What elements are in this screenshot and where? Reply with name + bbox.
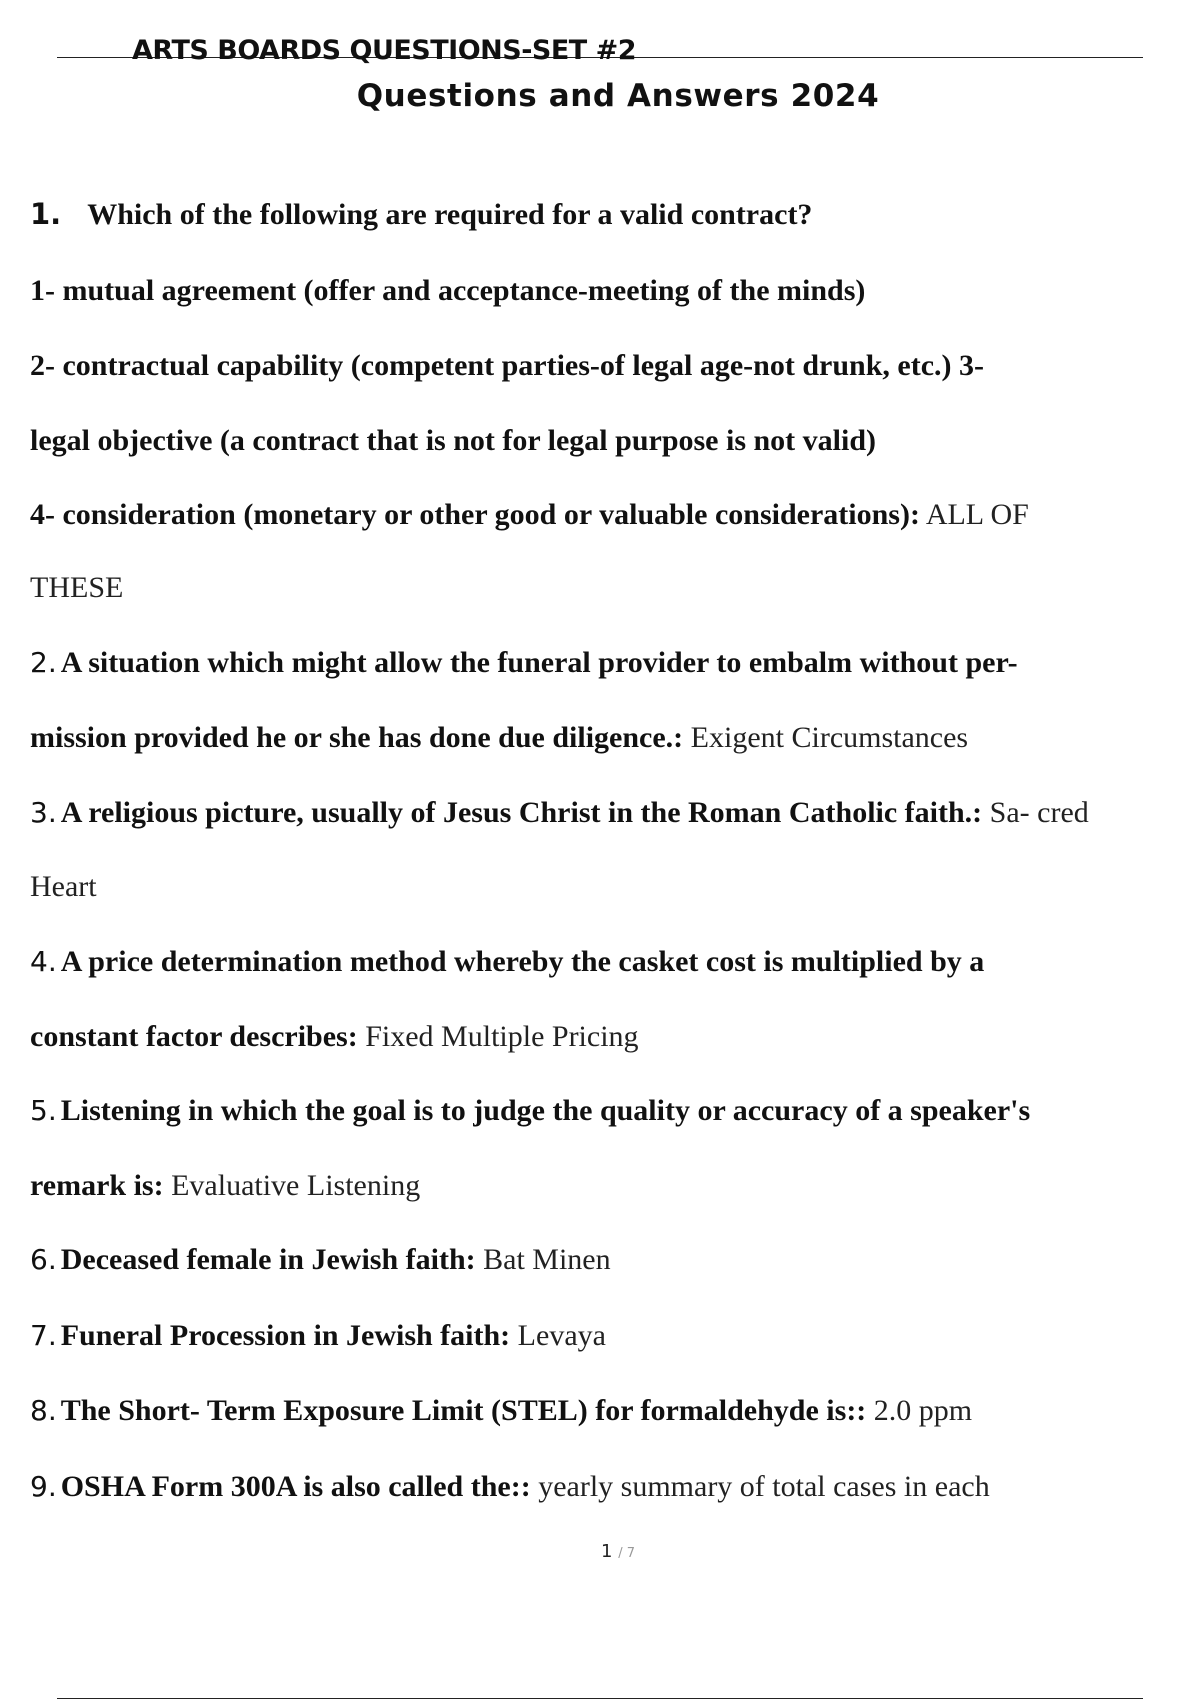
question-5-continued — [30, 1166, 420, 1206]
question-1-item-4 — [30, 495, 1029, 535]
page-indicator — [0, 1541, 1200, 1562]
question-3 — [30, 793, 1089, 833]
question-text: remark is: — [30, 1169, 164, 1202]
question-number: 4. — [30, 945, 57, 978]
question-1-item-1: 1- mutual agreement (offer and acceptance-meeting of the minds) — [30, 274, 866, 307]
answer-text: Bat Minen — [483, 1243, 611, 1276]
question-1 — [30, 194, 812, 235]
question-4-continued — [30, 1017, 639, 1057]
question-number: 8. — [30, 1394, 57, 1427]
question-text: Funeral Procession in Jewish faith: — [60, 1319, 511, 1352]
question-number: 2. — [30, 646, 57, 679]
question-9 — [30, 1467, 990, 1507]
question-4 — [30, 942, 984, 982]
question-text: OSHA Form 300A is also called the:: — [60, 1470, 531, 1503]
question-number: 3. — [30, 796, 57, 829]
question-1-item-3: legal objective (a contract that is not for legal purpose is not valid) — [30, 424, 877, 457]
question-text: Listening in which the goal is to judge the quality or accuracy of a speaker's — [60, 1094, 1031, 1127]
question-2-continued — [30, 718, 968, 758]
document-subtitle: Questions and Answers 2024 — [356, 78, 880, 114]
question-number: 9. — [30, 1470, 57, 1503]
question-text: A religious picture, usually of Jesus Christ in the Roman Catholic faith.: — [60, 796, 983, 829]
question-text: A situation which might allow the funeral provider to embalm without per- — [60, 646, 1018, 679]
question-text: The Short- Term Exposure Limit (STEL) for formaldehyde is:: — [60, 1394, 867, 1427]
answer-text: yearly summary of total cases in each — [538, 1470, 990, 1503]
answer-text: Evaluative Listening — [171, 1169, 421, 1202]
answer-text: ALL OF — [925, 498, 1029, 531]
question-3-answer-continued: Heart — [30, 870, 97, 903]
answer-text: Levaya — [517, 1319, 606, 1352]
footer-rule — [57, 1698, 1143, 1699]
question-text: A price determination method whereby the casket cost is multiplied by a — [60, 945, 985, 978]
total-pages: / 7 — [618, 1546, 635, 1561]
question-text: constant factor describes: — [30, 1020, 358, 1053]
question-number: 7. — [30, 1319, 57, 1352]
question-text: Deceased female in Jewish faith: — [60, 1243, 476, 1276]
answer-text: 2.0 ppm — [873, 1394, 973, 1427]
question-6 — [30, 1240, 611, 1280]
question-number: 5. — [30, 1094, 57, 1127]
question-1-answer-continued: THESE — [30, 571, 124, 604]
answer-text: Fixed Multiple Pricing — [365, 1020, 639, 1053]
question-number: 1. — [30, 197, 62, 231]
answer-text: Sa- cred — [989, 796, 1089, 829]
question-text: 4- consideration (monetary or other good or valuable considerations): — [30, 498, 920, 531]
question-number: 6. — [30, 1243, 57, 1276]
question-2 — [30, 643, 1018, 683]
question-text: mission provided he or she has done due diligence.: — [30, 721, 684, 754]
question-7 — [30, 1316, 606, 1356]
answer-text: Exigent Circumstances — [690, 721, 969, 754]
current-page-number: 1 — [601, 1541, 613, 1562]
document-header-title: ARTS BOARDS QUESTIONS-SET #2 — [132, 35, 637, 66]
question-1-item-2: 2- contractual capability (competent parties-of legal age-not drunk, etc.) 3- — [30, 349, 984, 382]
question-5 — [30, 1091, 1030, 1131]
question-8 — [30, 1391, 972, 1431]
question-text: Which of the following are required for a valid contract? — [87, 198, 813, 231]
